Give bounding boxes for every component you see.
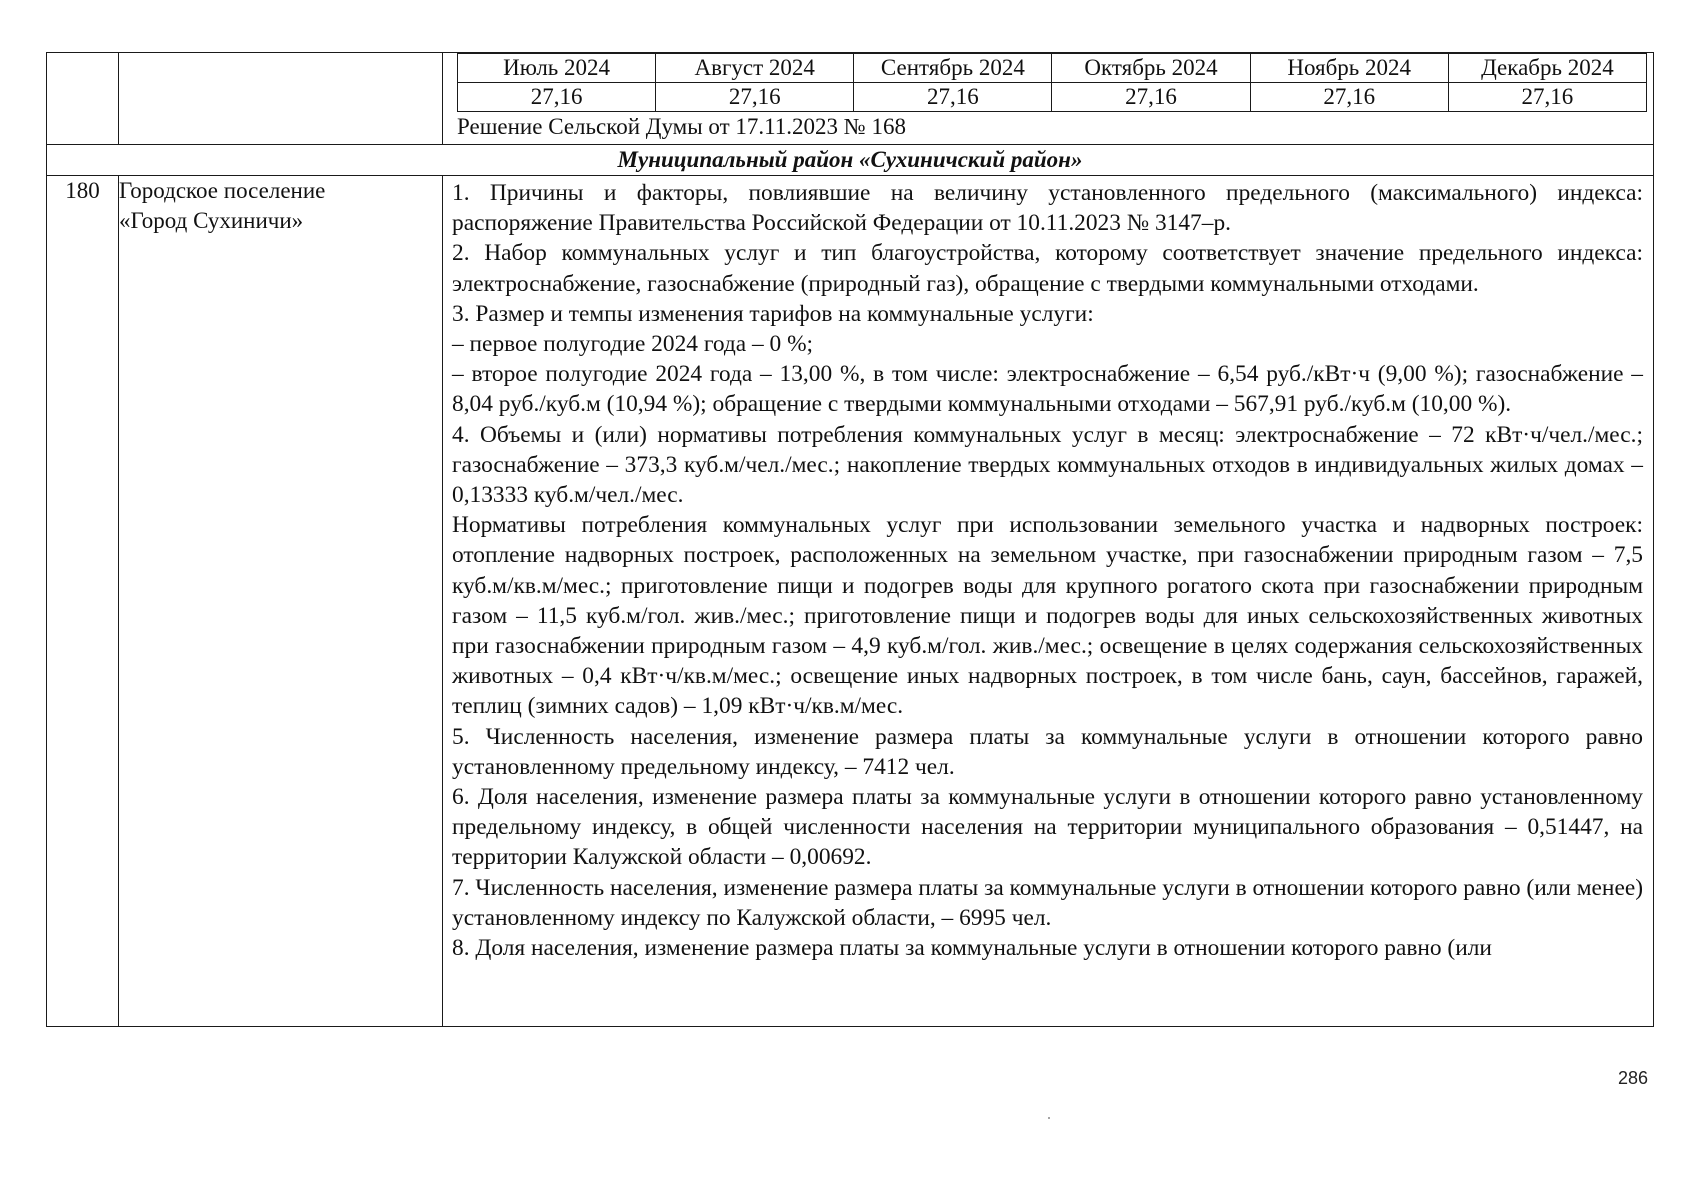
month-header: Июль 2024 <box>458 54 656 83</box>
empty-number-cell <box>47 53 119 145</box>
section-header-row <box>47 145 1654 176</box>
month-value: 27,16 <box>1250 83 1448 112</box>
scan-speck <box>1048 1117 1050 1119</box>
month-header: Декабрь 2024 <box>1448 54 1646 83</box>
month-value: 27,16 <box>1052 83 1250 112</box>
paragraph: 6. Доля населения, изменение размера платы за коммунальные услуги в отношении которого равно установленному предельному индексу, в общей численности населения на территории муниципального образования – 0,51447, на территории Калужской области – 0,00692. <box>452 784 1643 871</box>
month-header: Октябрь 2024 <box>1052 54 1250 83</box>
entry-name-line: «Город Сухиничи» <box>119 208 304 233</box>
tariff-cell <box>443 53 1654 145</box>
entry-number: 180 <box>47 176 119 1027</box>
paragraph: 8. Доля населения, изменение размера платы за коммунальные услуги в отношении которого равно (или <box>452 935 1492 962</box>
paragraph: – первое полугодие 2024 года – 0 %; <box>452 331 814 358</box>
paragraph: 1. Причины и факторы, повлиявшие на величину установленного предельного (максимального) индекса: распоряжение Правительства Российской Федерации от 10.11.2023 № 3147–р. <box>452 180 1643 237</box>
entry-name-line: Городское поселение <box>119 178 326 203</box>
section-title: Муниципальный район «Сухиничский район» <box>47 145 1654 176</box>
paragraph: – второе полугодие 2024 года – 13,00 %, в том числе: электроснабжение – 6,54 руб./кВт·ч (9,00 %); газоснабжение – 8,04 руб./куб.м (10,94 %); обращение с твердыми коммунальными отходами – 567,91 руб./куб.м (10,00 %). <box>452 361 1643 418</box>
paragraph: 5. Численность населения, изменение размера платы за коммунальные услуги в отношении которого равно установленному предельному индексу, – 7412 чел. <box>452 723 1643 780</box>
month-value: 27,16 <box>854 83 1052 112</box>
paragraph: 2. Набор коммунальных услуг и тип благоустройства, которому соответствует значение предельного индекса: электроснабжение, газоснабжение (природный газ), обращение с твердыми коммунальными отходами. <box>452 240 1643 297</box>
decision-reference: Решение Сельской Думы от 17.11.2023 № 168 <box>457 114 906 139</box>
paragraph: 7. Численность населения, изменение размера платы за коммунальные услуги в отношении которого равно (или менее) установленному индексу по Калужской области, – 6995 чел. <box>452 874 1644 931</box>
month-header: Ноябрь 2024 <box>1250 54 1448 83</box>
month-header: Август 2024 <box>656 54 854 83</box>
continuation-row <box>47 53 1654 145</box>
page-number: 286 <box>1617 1068 1648 1088</box>
month-value: 27,16 <box>458 83 656 112</box>
months-header-row <box>458 54 1647 83</box>
month-value: 27,16 <box>1448 83 1646 112</box>
month-value: 27,16 <box>656 83 854 112</box>
entry-name <box>119 176 443 1027</box>
entry-description <box>443 176 1654 1027</box>
paragraph: 3. Размер и темпы изменения тарифов на коммунальные услуги: <box>452 300 1094 327</box>
paragraph: 4. Объемы и (или) нормативы потребления коммунальных услуг в месяц: электроснабжение – 72 кВт·ч/чел./мес.; газоснабжение – 373,3 куб.м/чел./мес.; накопление твердых коммунальных отходов в индивидуальных жилых домах – 0,13333 куб.м/чел./мес. <box>452 421 1643 509</box>
paragraph: Нормативы потребления коммунальных услуг при использовании земельного участка и надворных построек: отопление надворных построек, расположенных на земельном участке, при газоснабжении природным газом – 7,5 куб.м/кв.м/мес.; приготовление пищи и подогрев воды для крупного рогатого скота при газоснабжении природным газом – 11,5 куб.м/гол. жив./мес.; приготовление пищи и подогрев воды для иных сельскохозяйственных животных при газоснабжении природным газом – 4,9 куб.м/гол. жив./мес.; освещение в целях содержания сельскохозяйственных животных – 0,4 кВт·ч/кв.м/мес.; освещение иных надворных построек, в том числе бань, саун, бассейнов, гаражей, теплиц (зимних садов) – 1,09 кВт·ч/кв.м/мес. <box>452 512 1643 720</box>
empty-name-cell <box>119 53 443 145</box>
entry-row <box>47 176 1654 1027</box>
months-values-row <box>458 83 1647 112</box>
main-document-table <box>46 52 1654 1027</box>
month-header: Сентябрь 2024 <box>854 54 1052 83</box>
monthly-index-table <box>457 53 1647 112</box>
